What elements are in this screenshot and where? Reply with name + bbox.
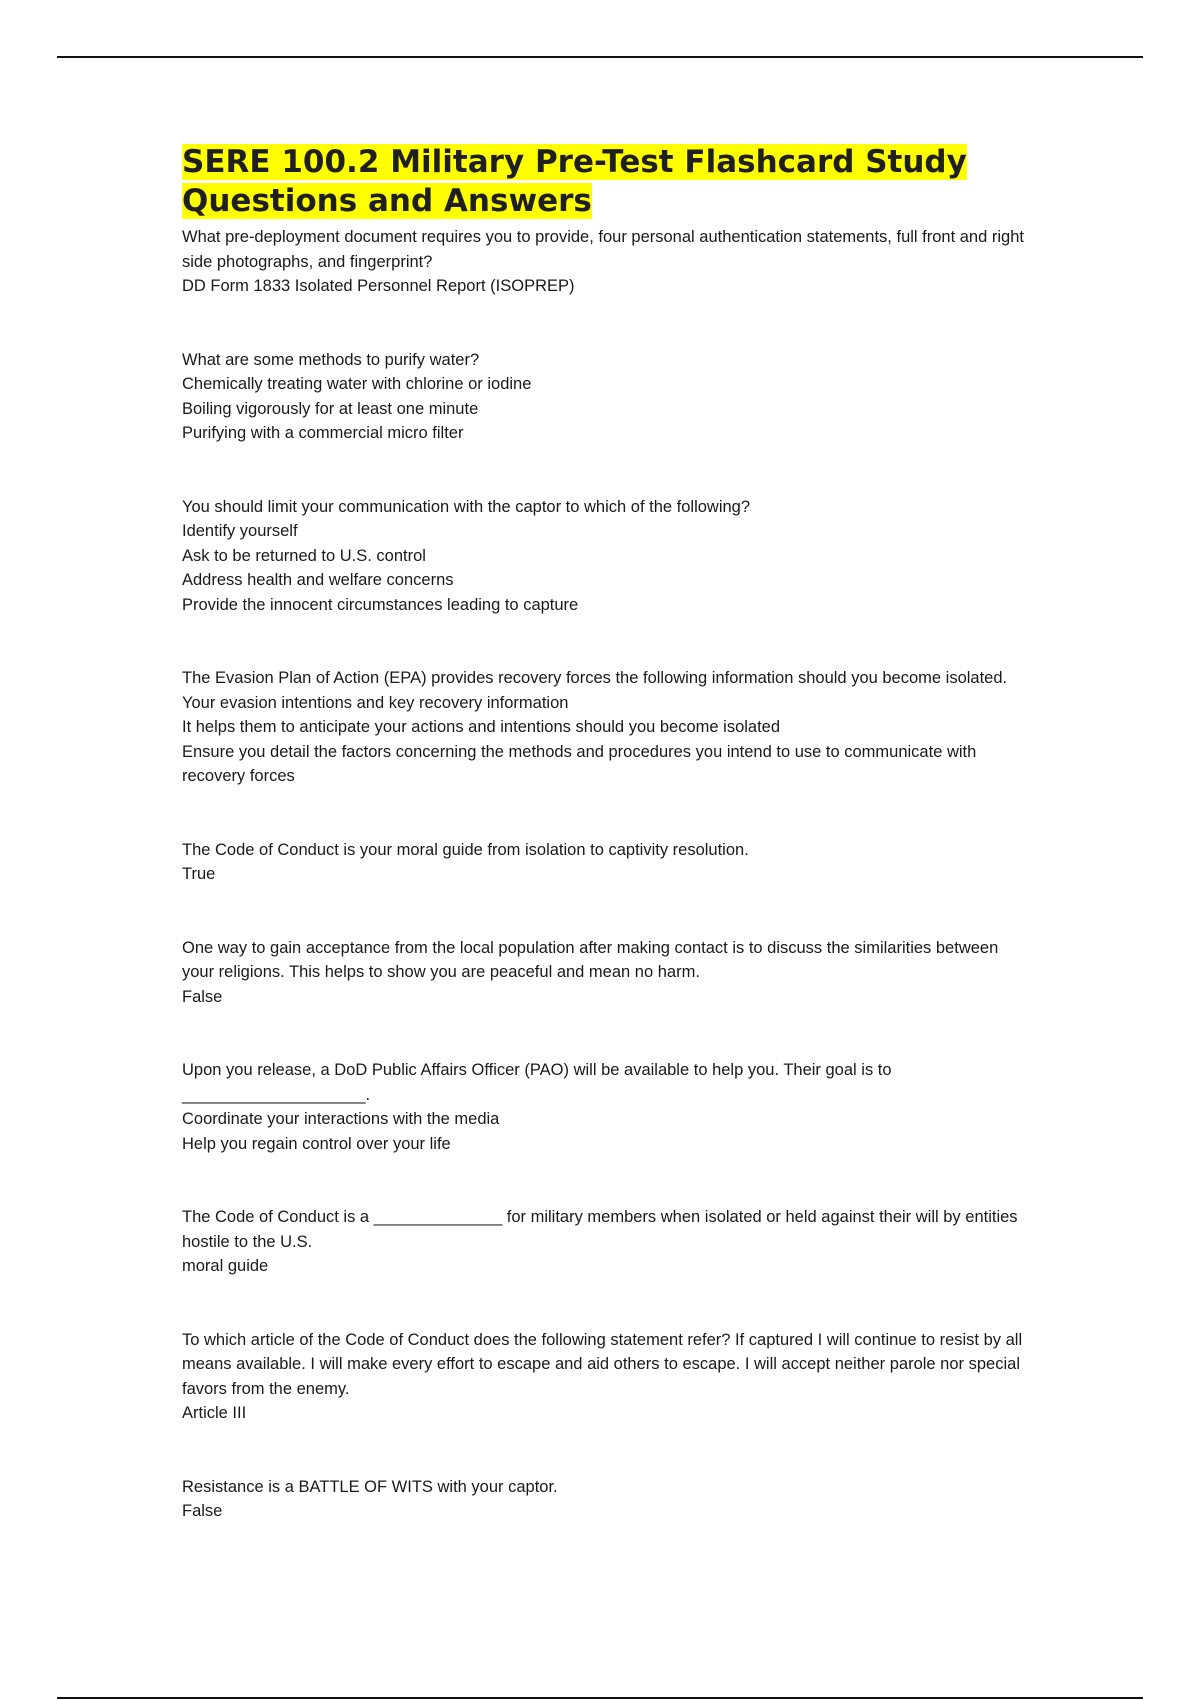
qa-item-8 [182,1205,1032,1279]
question-text: What pre-deployment document requires you to provide, four personal authentication statements, full front and right side photographs, and fingerprint? [182,228,1029,271]
answer-text: Chemically treating water with chlorine or iodine [182,375,532,393]
answer-text: Boiling vigorously for at least one minute [182,399,479,418]
qa-item-1 [182,225,1032,299]
answer-text: Your evasion intentions and key recovery information [182,693,569,712]
document-title [182,143,1032,221]
qa-item-7 [182,1058,1032,1156]
question-text: Upon you release, a DoD Public Affairs Officer (PAO) will be available to help you. Their goal is to ____________________. [182,1061,897,1104]
answer-text: False [182,987,223,1006]
answer-text: Coordinate your interactions with the media [182,1110,500,1128]
qa-item-3 [182,495,1032,618]
answer-text: DD Form 1833 Isolated Personnel Report (ISOPREP) [182,277,575,295]
qa-item-2 [182,348,1032,446]
question-text: One way to gain acceptance from the local population after making contact is to discuss the similarities between your religions. This helps to show you are peaceful and mean no harm. [182,938,1003,981]
answer-text: Ensure you detail the factors concerning the methods and procedures you intend to use to communicate with recovery forces [182,742,981,785]
answer-text: Identify yourself [182,522,298,540]
qa-item-6 [182,936,1032,1010]
question-text: What are some methods to purify water? [182,350,480,369]
question-text: The Evasion Plan of Action (EPA) provides recovery forces the following information should you become isolated. [182,669,1008,687]
title-highlight: SERE 100.2 Military Pre-Test Flashcard Study Questions and Answers [182,144,967,219]
answer-text: Provide the innocent circumstances leading to capture [182,595,579,614]
question-text: To which article of the Code of Conduct does the following statement refer? If captured I will continue to resist by all means available. I will make every effort to escape and aid others to escape. I will accept neither parole nor special favors from the enemy. [182,1330,1027,1398]
answer-text: Article III [182,1404,247,1422]
answer-text: Purifying with a commercial micro filter [182,424,464,442]
answer-text: Help you regain control over your life [182,1134,451,1153]
answer-text: moral guide [182,1257,269,1275]
question-text: You should limit your communication with the captor to which of the following? [182,497,751,516]
answer-text: True [182,865,216,883]
qa-item-10 [182,1475,1032,1524]
header-rule [57,56,1143,58]
qa-item-5 [182,838,1032,887]
question-text: The Code of Conduct is a ______________ for military members when isolated or held against their will by entities hostile to the U.S. [182,1208,1023,1251]
answer-text: Ask to be returned to U.S. control [182,546,426,565]
qa-item-9 [182,1328,1032,1426]
document-body [182,143,1032,1524]
answer-text: False [182,1502,223,1520]
question-text: The Code of Conduct is your moral guide from isolation to captivity resolution. [182,840,749,859]
qa-item-4 [182,666,1032,789]
answer-text: Address health and welfare concerns [182,571,454,589]
question-text: Resistance is a BATTLE OF WITS with your captor. [182,1477,558,1496]
footer-rule [57,1697,1143,1699]
answer-text: It helps them to anticipate your actions and intentions should you become isolated [182,718,781,736]
